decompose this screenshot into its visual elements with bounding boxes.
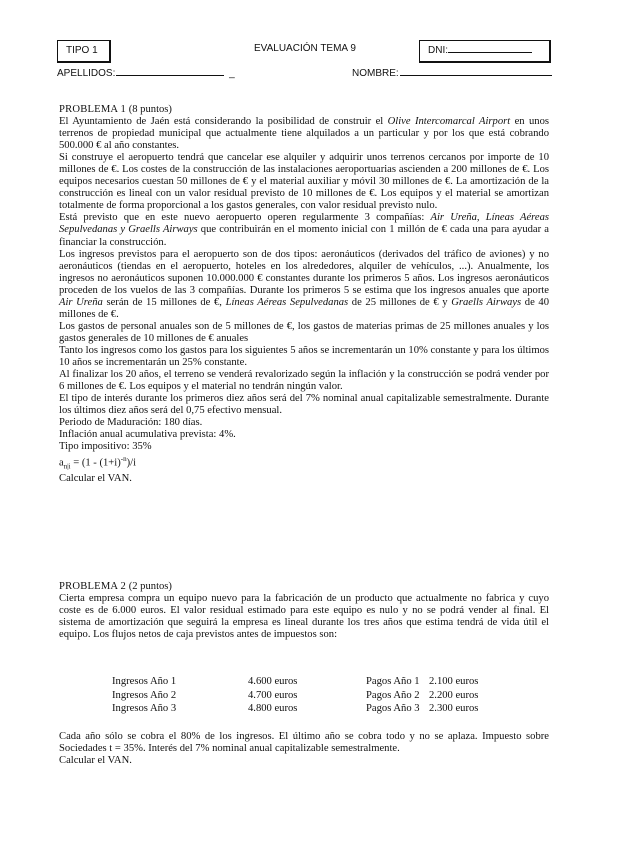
p2-paragraph-2: Cada año sólo se cobra el 80% de los ingresos. El último año se cobra todo y no se aplaza. Impuesto sobre Sociedades t = 35%. Interés del 7% nominal anual capitalizable semestralmente.	[59, 731, 549, 755]
airport-name: Olive Intercomarcal Airport	[387, 116, 511, 128]
dni-box[interactable]	[419, 40, 551, 63]
airline-air-urena: Air Ureña	[59, 296, 103, 308]
formula-end: )/i	[126, 457, 137, 469]
formula-a: a	[59, 457, 64, 469]
p1-formula	[59, 453, 549, 473]
problema-1-title: PROBLEMA 1	[59, 104, 127, 115]
problema-2-points: (2 puntos)	[128, 581, 172, 592]
problema-2-closing	[59, 731, 549, 767]
p2-question: Calcular el VAN.	[59, 755, 132, 767]
problema-1-heading	[59, 104, 549, 116]
p1-text-4a: Los ingresos previstos para el aeropuerto son de dos tipos: aeronáuticos (derivados del tráfico de aviones) y no aeronáuticos (tiendas en el aeropuerto, hoteles en los alrededores, alquiler de vehículos, ...). Anualmente, los ingresos no aeronáuticos suponen 10.000.000 € constantes durante los primeros 5 años. Los ingresos aeronáuticos proceden de los vuelos de las 3 compañías. Durante los primeros 5 se estima que los ingresos anuales que aporte	[59, 248, 549, 296]
ingreso-label: Ingresos Año 1	[112, 676, 177, 687]
p2-paragraph-1: Cierta empresa compra un equipo nuevo para la fabricación de un producto que actualmente no fabrica y cuyo coste es de 6.000 euros. El valor residual estimado para este equipo es nulo y no se podrá vender al final. El sistema de amortización que seguirá la empresa es lineal durante los tres años que estima tendrá de vida útil el equipo. Los flujos netos de caja previstos antes de impuestos son:	[59, 593, 549, 641]
p1-text-3a: Está previsto que en este nuevo aeropuerto operen regularmente 3 compañías:	[59, 212, 431, 224]
dni-label: DNI:	[428, 45, 448, 56]
table-row	[112, 690, 489, 704]
dni-blank[interactable]	[448, 43, 532, 53]
nombre-label: NOMBRE:	[352, 68, 399, 79]
p1-paragraph-5: Los gastos de personal anuales son de 5 millones de €, los gastos de materias primas de 25 millones anuales y los gastos generales de 10 millones de € anuales	[59, 320, 549, 344]
pago-label: Pagos Año 2	[366, 689, 420, 701]
apellidos-label: APELLIDOS:	[57, 68, 116, 79]
nombre-row	[352, 66, 552, 79]
table-row	[112, 703, 489, 717]
ingreso-label: Ingresos Año 3	[112, 703, 177, 714]
pago-value: 2.200 euros	[429, 689, 479, 701]
formula-sub: n|i	[63, 463, 71, 471]
pago-value: 2.300 euros	[429, 703, 479, 714]
tipo-label: TIPO 1	[66, 45, 98, 56]
apellidos-trailing: _	[229, 68, 235, 79]
p1-paragraph-1	[59, 116, 549, 152]
problema-2-heading	[59, 581, 549, 593]
problema-1	[59, 104, 549, 485]
airline-names: Air Ureña, Líneas Aéreas Sepulvedanas y Graells Airways	[59, 212, 549, 236]
p1-paragraph-4	[59, 249, 549, 321]
airline-lineas: Líneas Aéreas Sepulvedanas	[225, 296, 349, 308]
pago-label: Pagos Año 1	[366, 676, 420, 687]
p1-paragraph-2: Si construye el aeropuerto tendrá que cancelar ese alquiler y adquirir unos terrenos cercanos por importe de 10 millones de €. Los costes de la construcción de las instalaciones aeroportuarias ascienden a 200 millones de €. Los equipos necesarios cuestan 50 millones de € y el material auxiliar y móvil 30 millones de €. La amortización de la construcción es lineal con un valor residual previsto de 10 millones de €. Los equipos y el material se amortizan totalmente de forma proporcional a los gastos generales, con valor residual previsto nulo.	[59, 152, 549, 212]
p1-paragraph-7: Al finalizar los 20 años, el terreno se venderá revalorizado según la inflación y la construcción se podrá vender por 6 millones de €. Los equipos y el material no tendrán ningún valor.	[59, 369, 549, 393]
p1-maturation: Periodo de Maduración: 180 días.	[59, 417, 203, 429]
p1-text-4c: de 25 millones de € y	[348, 296, 452, 308]
p1-paragraph-3	[59, 212, 549, 248]
p1-question: Calcular el VAN.	[59, 473, 132, 485]
tipo-box	[57, 40, 111, 63]
p1-text-4b: serán de 15 millones de €,	[102, 296, 226, 308]
pago-label: Pagos Año 3	[366, 703, 420, 714]
problema-2-title: PROBLEMA 2	[59, 581, 127, 592]
problema-1-points: (8 puntos)	[128, 104, 172, 115]
apellidos-row	[57, 66, 235, 79]
exam-title: EVALUACIÓN TEMA 9	[254, 43, 356, 54]
ingreso-label: Ingresos Año 2	[112, 689, 177, 701]
ingreso-value: 4.600 euros	[248, 676, 298, 687]
p1-tax-rate: Tipo impositivo: 35%	[59, 441, 152, 453]
ingreso-value: 4.800 euros	[248, 703, 298, 714]
p1-text-1b: en unos terrenos de propiedad municipal que actualmente tiene alquilados a un particular y por los que está cobrando 500.000 € al año constantes.	[59, 116, 550, 152]
formula-sup: -n	[120, 455, 127, 464]
pago-value: 2.100 euros	[429, 676, 479, 687]
p1-inflation: Inflación anual acumulativa prevista: 4%.	[59, 429, 236, 441]
p1-text-1a: El Ayuntamiento de Jaén está considerando la posibilidad de construir el	[59, 116, 388, 128]
p1-text-4d: de 40 millones de €.	[59, 296, 550, 320]
ingreso-value: 4.700 euros	[248, 689, 298, 701]
nombre-blank[interactable]	[400, 66, 552, 76]
formula-mid: = (1 - (1+i)	[70, 457, 121, 469]
p1-text-3b: que contribuirán en el momento inicial con 1 millón de € cada una para ayudar a financiar la construcción.	[59, 224, 549, 248]
apellidos-blank[interactable]	[116, 66, 224, 76]
problema-2	[59, 581, 549, 641]
airline-graells: Graells Airways	[451, 296, 522, 308]
cash-flow-table	[112, 676, 489, 717]
table-row	[112, 676, 489, 690]
p1-paragraph-8: El tipo de interés durante los primeros diez años será del 7% nominal anual capitalizable semestralmente. Durante los últimos diez años será del 0,75 efectivo mensual.	[59, 393, 549, 417]
p1-paragraph-6: Tanto los ingresos como los gastos para los siguientes 5 años se incrementarán un 10% constante y para los últimos 10 años se incrementarán un 25% constante.	[59, 344, 549, 368]
